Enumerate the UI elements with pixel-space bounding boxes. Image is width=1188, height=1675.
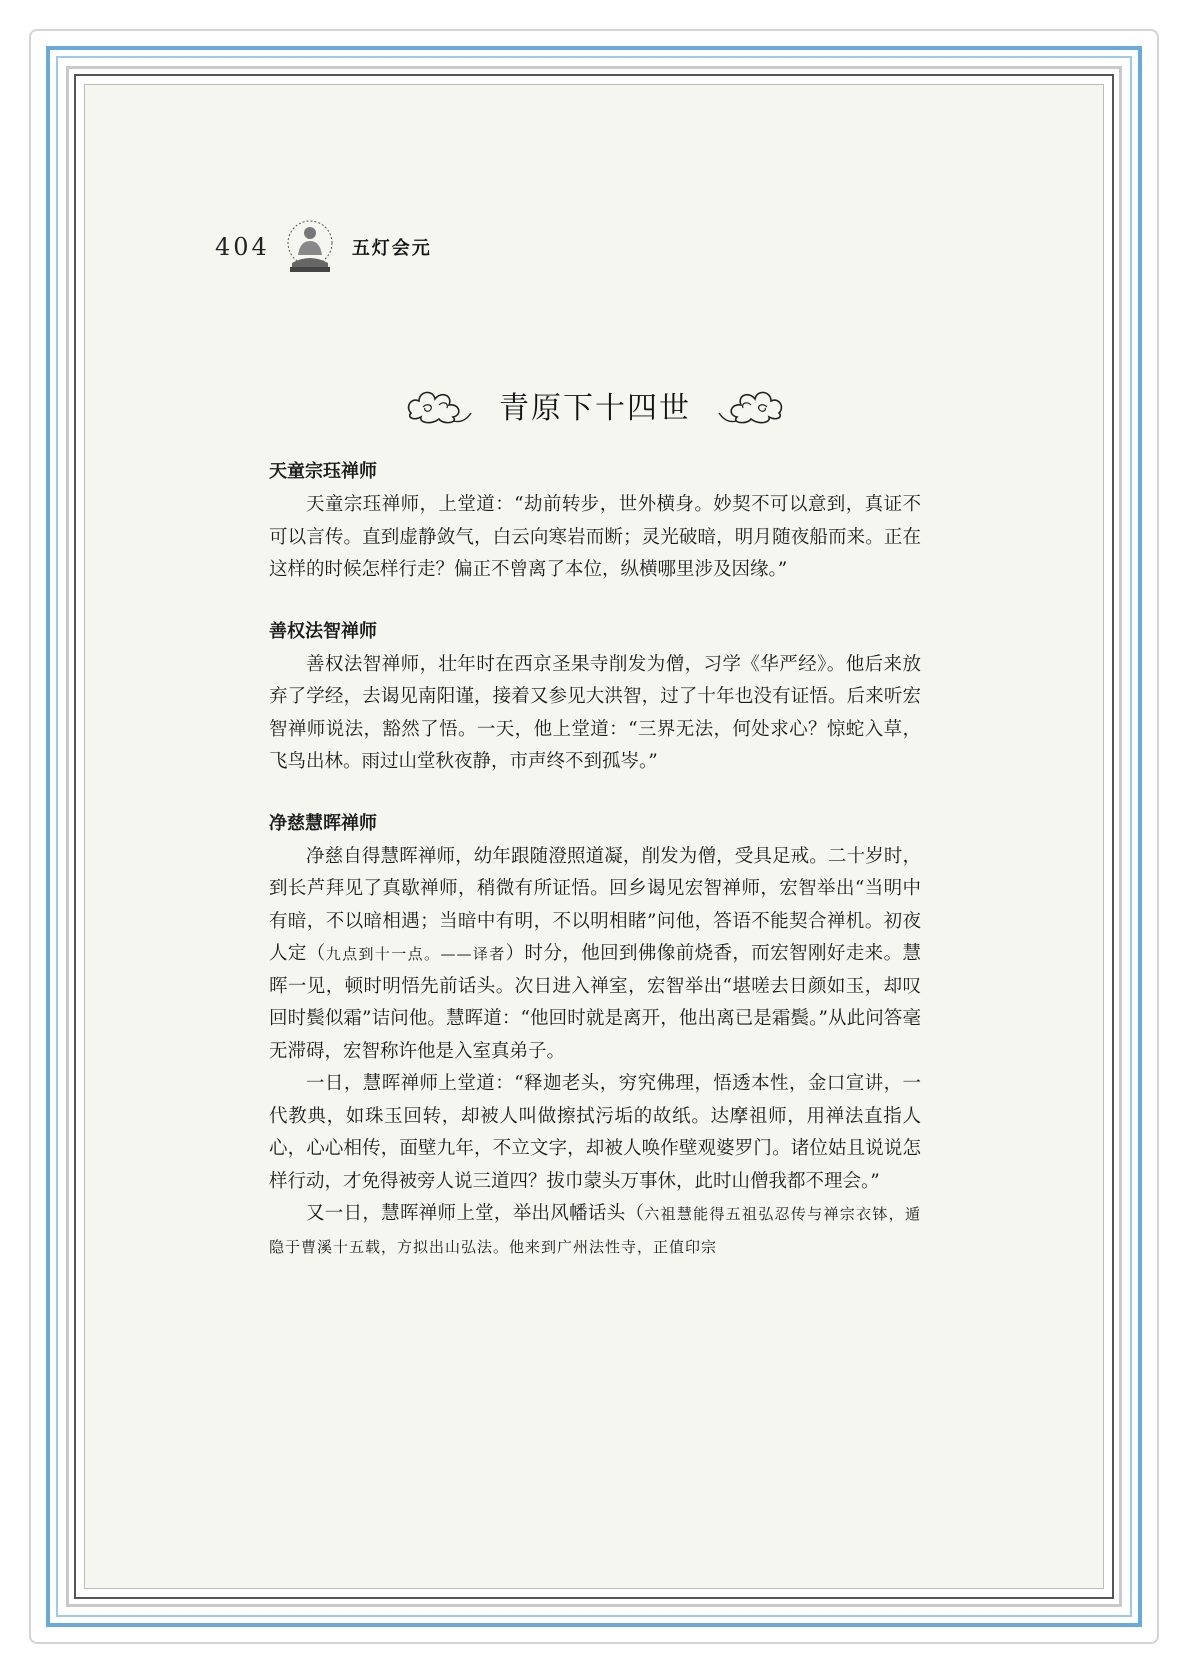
buddha-icon xyxy=(284,219,336,275)
paragraph-text: 又一日，慧晖禅师上堂，举出风幡话头（ xyxy=(306,1203,645,1224)
section-title: 天童宗珏禅师 xyxy=(269,461,377,482)
page-header xyxy=(215,217,432,277)
section-title: 净慈慧晖禅师 xyxy=(269,812,377,834)
section xyxy=(269,615,921,779)
section xyxy=(269,807,921,1264)
translator-note: 九点到十一点。——译者 xyxy=(325,945,506,963)
book-page xyxy=(84,84,1104,1589)
paragraph: 一日，慧晖禅师上堂道：“释迦老头，穷究佛理，悟透本性，金口宣讲，一代教典，如珠玉回转，却被人叫做擦拭污垢的故纸。达摩祖师，用禅法直指人心，心心相传，面壁九年，不立文字，却被人唤作壁观婆罗门。诸位姑且说说怎样行动，才免得被旁人说三道四？拔巾蒙头万事休，此时山僧我都不理会。” xyxy=(269,1073,921,1192)
paragraph: 天童宗珏禅师，上堂道：“劫前转步，世外横身。妙契不可以意到，真证不可以言传。直到虚静敛气，白云向寒岩而断；灵光破暗，明月随夜船而来。正在这样的时候怎样行走？偏正不曾离了本位，纵横哪里涉及因缘。” xyxy=(269,494,921,580)
paragraph-text: 净慈自得慧晖禅师，幼年跟随澄照道凝，削发为僧，受具足戒。二十岁时，到长芦拜见了真歇禅师，稍微有所证悟。回乡谒见宏智禅师，宏智举出“当明中有暗，不以暗相遇；当暗中有明，不以明相睹”问他，答语不能契合禅机。初夜人定（ xyxy=(269,845,921,964)
paragraph xyxy=(269,1198,921,1263)
chapter-title: 青原下十四世 xyxy=(499,391,691,426)
section-title: 善权法智禅师 xyxy=(269,620,377,642)
paragraph: 善权法智禅师，壮年时在西京圣果寺削发为僧，习学《华严经》。他后来放弃了学经，去谒见南阳谨，接着又参见大洪智，过了十年也没有证悟。后来听宏智禅师说法，豁然了悟。一天，他上堂道：“三界无法，何处求心？惊蛇入草，飞鸟出林。雨过山堂秋夜静，市声终不到孤岑。” xyxy=(269,653,921,772)
page-content xyxy=(269,455,921,1291)
cloud-ornament-icon xyxy=(403,383,473,427)
paragraph-text: ）时分，他回到佛像前烧香，而宏智刚好走来。慧晖一见，顿时明悟先前话头。次日进入禅室，宏智举出“堪嗟去日颜如玉，却叹回时鬓似霜”诘问他。慧晖道：“他回时就是离开，他出离已是霜鬓。”从此问答毫无滞碍，宏智称许他是入室真弟子。 xyxy=(269,943,921,1062)
book-title: 五灯会元 xyxy=(351,238,432,259)
chapter-heading xyxy=(85,383,1105,427)
cloud-ornament-icon xyxy=(717,383,787,427)
translator-note: 六祖慧能得五祖弘忍传与禅宗衣钵，遁隐于曹溪十五载，方拟出山弘法。他来到广州法性寺，正值印宗 xyxy=(269,1205,921,1256)
section xyxy=(269,455,921,587)
page-number: 404 xyxy=(215,233,270,261)
paragraph xyxy=(269,841,921,1069)
